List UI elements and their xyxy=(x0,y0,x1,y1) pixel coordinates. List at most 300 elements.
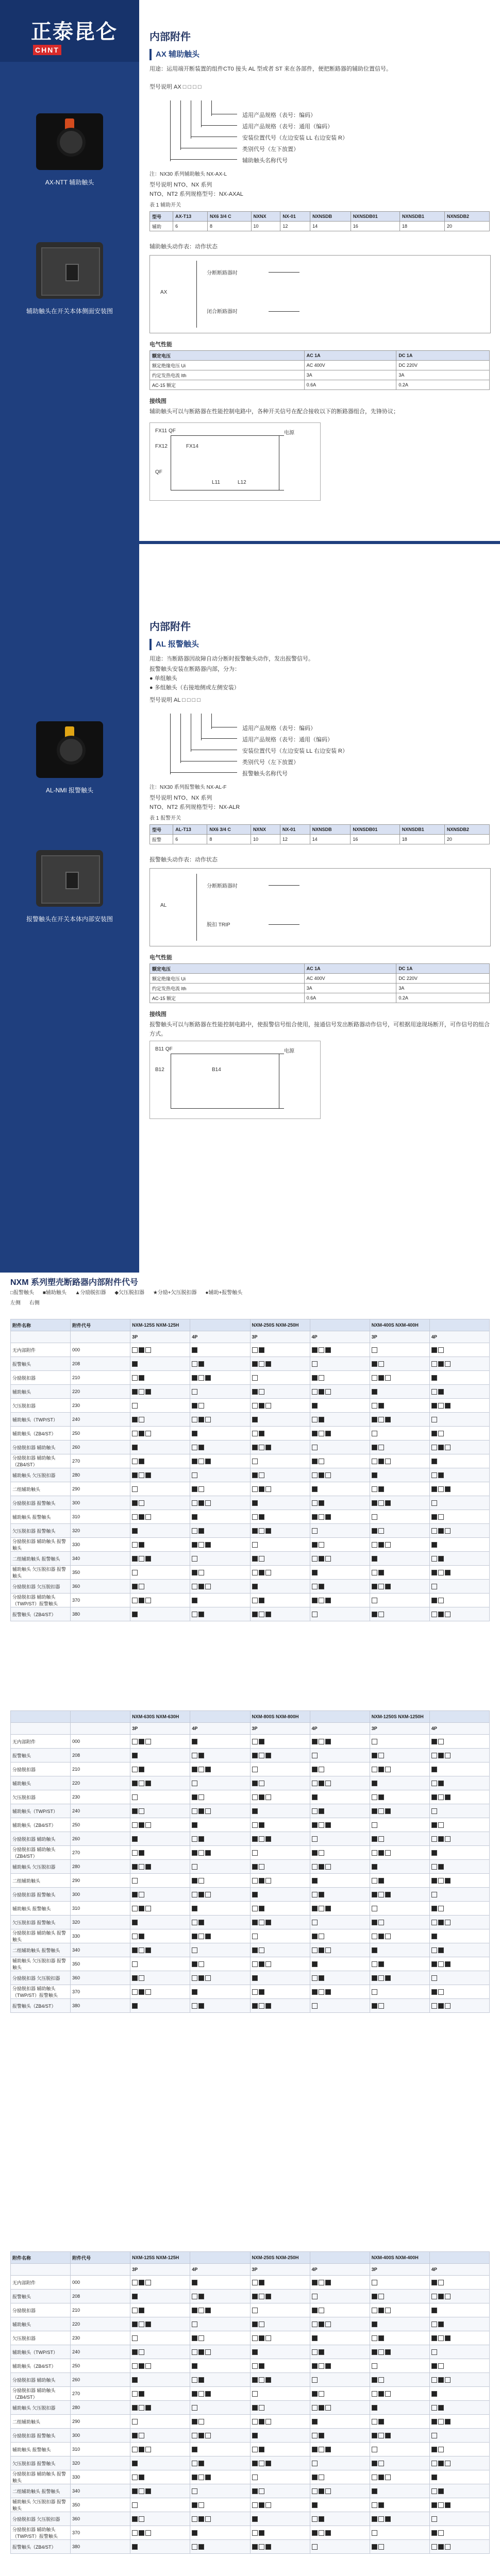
table-cell: 辅助触头（ZB4/ST） xyxy=(11,1427,71,1440)
accessory-marker-icon xyxy=(259,1486,264,1492)
accessory-marker-icon xyxy=(438,1486,444,1492)
accessory-marker-icon xyxy=(312,1920,318,1925)
table-cell: 220 xyxy=(71,1776,130,1790)
accessory-marker-icon xyxy=(139,1584,144,1589)
accessory-marker-icon xyxy=(319,1584,324,1589)
table-cell: 分励脱扣器 辅助触头 报警触头 xyxy=(11,1929,71,1943)
table-cell xyxy=(310,1454,370,1468)
table-row xyxy=(11,2331,490,2345)
table-cell xyxy=(429,1343,489,1357)
table-cell: 辅助触头 欠压脱扣器 xyxy=(11,1468,71,1482)
accessory-marker-icon xyxy=(192,1739,197,1744)
accessory-marker-icon xyxy=(132,2280,138,2285)
accessory-marker-icon xyxy=(445,1920,451,1925)
wiring-diagram xyxy=(149,422,321,501)
table-cell: 290 xyxy=(71,2415,130,2429)
accessory-marker-icon xyxy=(139,2280,144,2285)
accessory-marker-icon xyxy=(198,2544,204,2550)
table-cell xyxy=(370,2540,429,2554)
table-cell xyxy=(130,2540,190,2554)
accessory-marker-icon xyxy=(431,2530,437,2536)
accessory-marker-icon xyxy=(198,2308,204,2313)
accessory-marker-icon xyxy=(431,1570,437,1575)
accessory-marker-icon xyxy=(319,1892,324,1897)
table-cell: 270 xyxy=(71,1846,130,1860)
table-cell xyxy=(250,1454,310,1468)
accessory-marker-icon xyxy=(372,2321,377,2327)
accessory-marker-icon xyxy=(259,1878,264,1884)
table-cell xyxy=(130,1929,190,1943)
table-cell xyxy=(310,1357,370,1371)
accessory-marker-icon xyxy=(325,1906,331,1911)
table-cell: 280 xyxy=(71,2401,130,2415)
accessory-marker-icon xyxy=(139,2516,144,2522)
accessory-marker-icon xyxy=(372,2530,377,2536)
accessory-marker-icon xyxy=(132,1947,138,1953)
table-cell xyxy=(310,1860,370,1874)
accessory-marker-icon xyxy=(431,1753,437,1758)
accessory-marker-icon xyxy=(372,1459,377,1464)
accessory-marker-icon xyxy=(259,2294,264,2299)
table-cell xyxy=(310,2387,370,2401)
wiring-note: 辅助触头可以与断路器在性能控制电路中，各种开关信号在配合接收以下的断路器组合，先锋协议； xyxy=(149,409,399,415)
table-cell xyxy=(429,1510,489,1524)
accessory-marker-icon xyxy=(192,1500,197,1506)
table-cell xyxy=(130,2387,190,2401)
accessory-marker-icon xyxy=(132,1389,138,1395)
table-cell xyxy=(429,2484,489,2498)
accessory-marker-icon xyxy=(259,1781,264,1786)
table-cell xyxy=(250,1552,310,1566)
table-cell xyxy=(190,1804,250,1818)
accessory-marker-icon xyxy=(252,2321,258,2327)
table-cell xyxy=(310,1552,370,1566)
legend-item: ●辅助+报警触头 xyxy=(205,1290,243,1296)
table-cell xyxy=(310,1776,370,1790)
accessory-marker-icon xyxy=(252,2488,258,2494)
accessory-marker-icon xyxy=(312,1739,318,1744)
table-cell xyxy=(250,1427,310,1440)
table-cell xyxy=(250,2359,310,2373)
accessory-marker-icon xyxy=(192,1445,197,1450)
accessory-marker-icon xyxy=(132,1989,138,1995)
section-title: 内部附件 xyxy=(149,31,191,43)
accessory-marker-icon xyxy=(319,1934,324,1939)
accessory-marker-icon xyxy=(192,1781,197,1786)
table-cell xyxy=(250,2498,310,2512)
table-cell: 辅助触头 xyxy=(11,1385,71,1399)
accessory-marker-icon xyxy=(312,1431,318,1436)
table-cell: 208 xyxy=(71,1357,130,1371)
spec-line: NTO、NT2 系列规格型号：NX-AXAL xyxy=(149,191,243,197)
accessory-marker-icon xyxy=(132,2488,138,2494)
table-cell xyxy=(130,1790,190,1804)
table-cell: 分励脱扣器 辅助触头 xyxy=(11,1832,71,1846)
accessory-marker-icon xyxy=(132,1584,138,1589)
table-cell xyxy=(370,1790,429,1804)
accessory-marker-icon xyxy=(372,1445,377,1450)
table-cell: 4P xyxy=(429,2264,489,2276)
accessory-marker-icon xyxy=(319,1808,324,1814)
accessory-marker-icon xyxy=(319,1864,324,1870)
accessory-marker-icon xyxy=(252,1598,258,1603)
legend-item: □报警触头 xyxy=(10,1290,35,1296)
accessory-marker-icon xyxy=(445,1961,451,1967)
table-cell xyxy=(250,2540,310,2554)
spec-line: NTO、NT2 系列规格型号：NX-ALR xyxy=(149,804,240,810)
table-row xyxy=(11,2512,490,2526)
accessory-marker-icon xyxy=(192,2447,197,2452)
accessory-marker-icon xyxy=(259,1739,264,1744)
table-row xyxy=(11,1749,490,1762)
bullet-text: ● 单组触头 xyxy=(149,675,177,682)
wiring-label: B12 xyxy=(155,1067,164,1073)
table-row xyxy=(11,2345,490,2359)
accessory-marker-icon xyxy=(205,1975,211,1981)
accessory-marker-icon xyxy=(431,2363,437,2369)
table-cell xyxy=(429,1902,489,1916)
accessory-marker-icon xyxy=(192,1514,197,1520)
accessory-marker-icon xyxy=(198,1850,204,1856)
accessory-marker-icon xyxy=(319,1781,324,1786)
table-cell: 辅助触头（TWP/ST） xyxy=(11,1804,71,1818)
accessory-marker-icon xyxy=(252,1486,258,1492)
table-cell xyxy=(190,1846,250,1860)
table-cell: 4P xyxy=(310,1723,370,1735)
table-cell: 370 xyxy=(71,2526,130,2540)
table-cell xyxy=(370,2526,429,2540)
accessory-marker-icon xyxy=(145,2488,151,2494)
table-cell xyxy=(190,1482,250,1496)
accessory-marker-icon xyxy=(372,1850,377,1856)
accessory-marker-icon xyxy=(385,1500,391,1506)
table-cell: 3P xyxy=(250,2264,310,2276)
table-cell xyxy=(130,1343,190,1357)
table-cell: 240 xyxy=(71,1804,130,1818)
table-cell xyxy=(250,1999,310,2013)
accessory-marker-icon xyxy=(438,1389,444,1395)
wiring-label: FX12 xyxy=(155,444,168,449)
table-row xyxy=(11,1902,490,1916)
accessory-marker-icon xyxy=(312,1808,318,1814)
table-cell xyxy=(190,1440,250,1454)
spec-line: 型号说明 NTO、NX 系列 xyxy=(149,795,212,801)
table-row xyxy=(11,1929,490,1943)
accessory-marker-icon xyxy=(192,1389,197,1395)
accessory-marker-icon xyxy=(431,1361,437,1367)
table-cell xyxy=(130,1776,190,1790)
table-cell xyxy=(250,2512,310,2526)
accessory-marker-icon xyxy=(431,1808,437,1814)
table-cell xyxy=(190,2290,250,2303)
table-cell: 330 xyxy=(71,1538,130,1552)
table-cell xyxy=(370,2512,429,2526)
wiring-title: 接线图 xyxy=(149,1011,166,1018)
table-cell xyxy=(370,2415,429,2429)
table-cell xyxy=(370,1999,429,2013)
table-cell xyxy=(310,1762,370,1776)
table-cell xyxy=(370,1971,429,1985)
table-cell xyxy=(250,2443,310,2456)
accessory-marker-icon xyxy=(198,1878,204,1884)
table-cell xyxy=(429,1804,489,1818)
product-image-breaker xyxy=(36,242,103,299)
intro-text: 用途：运用端开断装置的组件CT0 接头 AL 型或者 ST 来在各部件，便把断路器的辅助位置信号。 xyxy=(149,66,392,72)
accessory-marker-icon xyxy=(312,1947,318,1953)
table-cell xyxy=(190,1607,250,1621)
table-cell xyxy=(429,1594,489,1607)
accessory-marker-icon xyxy=(372,2003,377,2009)
accessory-marker-icon xyxy=(132,2475,138,2480)
table-cell xyxy=(310,1440,370,1454)
accessory-marker-icon xyxy=(205,1767,211,1772)
accessory-marker-icon xyxy=(438,1920,444,1925)
accessory-marker-icon xyxy=(431,1556,437,1562)
model-line: 型号说明 AX □ □ □ □ xyxy=(149,84,202,90)
accessory-marker-icon xyxy=(132,1739,138,1744)
table-cell: 208 xyxy=(71,2290,130,2303)
table-cell xyxy=(310,1399,370,1413)
table-row xyxy=(11,1985,490,1999)
accessory-marker-icon xyxy=(198,2516,204,2522)
table-cell: 二组辅助触头 报警触头 xyxy=(11,1943,71,1957)
accessory-marker-icon xyxy=(431,2447,437,2452)
accessory-marker-icon xyxy=(372,1347,377,1353)
table-cell xyxy=(190,1999,250,2013)
table-cell xyxy=(429,1832,489,1846)
accessory-marker-icon xyxy=(192,1864,197,1870)
accessory-marker-icon xyxy=(265,1528,271,1534)
accessory-marker-icon xyxy=(325,2363,331,2369)
accessory-marker-icon xyxy=(252,1542,258,1548)
accessory-marker-icon xyxy=(431,1739,437,1744)
accessory-marker-icon xyxy=(198,2377,204,2383)
accessory-marker-icon xyxy=(259,1431,264,1436)
accessory-marker-icon xyxy=(259,2003,264,2009)
accessory-marker-icon xyxy=(438,2544,444,2550)
table-cell: 330 xyxy=(71,2470,130,2484)
accessory-marker-icon xyxy=(192,2461,197,2466)
table-cell xyxy=(250,2276,310,2290)
accessory-marker-icon xyxy=(438,2363,444,2369)
table-cell xyxy=(130,1385,190,1399)
accessory-marker-icon xyxy=(372,2544,377,2550)
accessory-marker-icon xyxy=(372,1822,377,1828)
accessory-marker-icon xyxy=(132,2405,138,2411)
accessory-marker-icon xyxy=(198,1417,204,1422)
accessory-marker-icon xyxy=(252,2530,258,2536)
table-cell xyxy=(429,1916,489,1929)
accessory-marker-icon xyxy=(139,1850,144,1856)
table-cell: 340 xyxy=(71,1552,130,1566)
table-cell: NXM-125S NXM-125H xyxy=(130,1319,190,1331)
table-cell xyxy=(190,1524,250,1538)
product-image-breaker xyxy=(36,850,103,907)
table-cell xyxy=(429,1413,489,1427)
table-cell xyxy=(370,1832,429,1846)
table-cell xyxy=(370,2401,429,2415)
accessory-marker-icon xyxy=(145,1739,151,1744)
accessory-marker-icon xyxy=(431,1403,437,1409)
accessory-marker-icon xyxy=(252,1500,258,1506)
accessory-marker-icon xyxy=(378,1528,384,1534)
accessory-marker-icon xyxy=(372,2447,377,2452)
table-cell xyxy=(250,1985,310,1999)
table-cell: 辅助触头 欠压脱扣器 报警触头 xyxy=(11,1957,71,1971)
table-cell xyxy=(250,2415,310,2429)
accessory-marker-icon xyxy=(445,1570,451,1575)
accessory-marker-icon xyxy=(205,2349,211,2355)
table-caption: 表 1 辅助开关 xyxy=(149,202,181,208)
table-cell: 270 xyxy=(71,1454,130,1468)
accessory-marker-icon xyxy=(265,2502,271,2508)
accessory-marker-icon xyxy=(192,1850,197,1856)
accessory-marker-icon xyxy=(145,1989,151,1995)
accessory-marker-icon xyxy=(312,2335,318,2341)
table-cell xyxy=(429,2317,489,2331)
table-cell xyxy=(71,1331,130,1343)
accessory-marker-icon xyxy=(139,1822,144,1828)
table-cell: 3P xyxy=(130,2264,190,2276)
accessory-marker-icon xyxy=(431,2405,437,2411)
accessory-marker-icon xyxy=(431,2294,437,2299)
table-row: AC-15 额定 0.6A 0.2A xyxy=(150,380,490,390)
accessory-marker-icon xyxy=(312,2488,318,2494)
accessory-marker-icon xyxy=(378,1417,384,1422)
accessory-marker-icon xyxy=(132,2447,138,2452)
table-cell: 330 xyxy=(71,1929,130,1943)
accessory-marker-icon xyxy=(139,2349,144,2355)
accessory-marker-icon xyxy=(139,2405,144,2411)
accessory-marker-icon xyxy=(192,2363,197,2369)
accessory-marker-icon xyxy=(445,1486,451,1492)
accessory-marker-icon xyxy=(198,2294,204,2299)
table-cell xyxy=(250,1594,310,1607)
accessory-marker-icon xyxy=(319,2516,324,2522)
table-cell xyxy=(130,1818,190,1832)
table-cell: 230 xyxy=(71,1399,130,1413)
accessory-marker-icon xyxy=(385,2475,391,2480)
accessory-marker-icon xyxy=(139,2475,144,2480)
accessory-marker-icon xyxy=(192,1598,197,1603)
accessory-marker-icon xyxy=(325,1739,331,1744)
table-cell xyxy=(310,1482,370,1496)
accessory-marker-icon xyxy=(431,1850,437,1856)
wiring-diagram xyxy=(149,1041,321,1119)
accessory-marker-icon xyxy=(132,2321,138,2327)
accessory-marker-icon xyxy=(252,2461,258,2466)
table-cell xyxy=(190,1735,250,1749)
accessory-marker-icon xyxy=(205,1500,211,1506)
table-cell: NXM-630S NXM-630H xyxy=(130,1711,190,1723)
table-row xyxy=(11,1427,490,1440)
accessory-marker-icon xyxy=(252,2502,258,2508)
accessory-marker-icon xyxy=(198,1920,204,1925)
table-cell xyxy=(310,1343,370,1357)
accessory-marker-icon xyxy=(385,1767,391,1772)
table-row xyxy=(11,1790,490,1804)
accessory-marker-icon xyxy=(252,2377,258,2383)
table-cell xyxy=(130,1580,190,1594)
table-cell xyxy=(130,1985,190,1999)
accessory-marker-icon xyxy=(319,1947,324,1953)
accessory-marker-icon xyxy=(265,2294,271,2299)
table-cell xyxy=(190,1413,250,1427)
accessory-marker-icon xyxy=(132,1781,138,1786)
table-cell xyxy=(310,2484,370,2498)
table-cell xyxy=(250,1749,310,1762)
table-cell xyxy=(130,2401,190,2415)
accessory-marker-icon xyxy=(139,2391,144,2397)
table-cell: NXM-400S NXM-400H xyxy=(370,2252,429,2264)
table-cell xyxy=(370,1538,429,1552)
accessory-marker-icon xyxy=(378,1961,384,1967)
accessory-marker-icon xyxy=(259,1556,264,1562)
table-row xyxy=(11,1440,490,1454)
diagram-label: 分断断路器时 xyxy=(207,270,238,276)
accessory-marker-icon xyxy=(132,2294,138,2299)
table-cell xyxy=(130,1902,190,1916)
accessory-marker-icon xyxy=(385,2308,391,2313)
accessory-marker-icon xyxy=(198,2475,204,2480)
table-row xyxy=(11,1538,490,1552)
callout-label: 报警触头名称代号 xyxy=(242,771,288,777)
table-cell xyxy=(429,1749,489,1762)
product-caption: AL-NMI 报警触头 xyxy=(45,787,93,794)
table-cell: 报警触头 xyxy=(11,1357,71,1371)
table-cell xyxy=(310,2470,370,2484)
table-cell: 分励脱扣器 报警触头 xyxy=(11,2429,71,2443)
accessory-marker-icon xyxy=(192,1472,197,1478)
accessory-marker-icon xyxy=(139,1375,144,1381)
accessory-marker-icon xyxy=(312,2363,318,2369)
accessory-marker-icon xyxy=(431,2488,437,2494)
table-cell xyxy=(130,1804,190,1818)
table-row xyxy=(11,1580,490,1594)
table-cell xyxy=(250,1440,310,1454)
accessory-marker-icon xyxy=(372,1864,377,1870)
accessory-marker-icon xyxy=(205,1375,211,1381)
callout-label: 适用产品规格（表号：通用（编码） xyxy=(242,737,333,743)
accessory-marker-icon xyxy=(132,1459,138,1464)
table-cell xyxy=(250,1399,310,1413)
accessory-marker-icon xyxy=(319,2433,324,2438)
table-cell: 4P xyxy=(310,2264,370,2276)
accessory-marker-icon xyxy=(431,1822,437,1828)
table-cell xyxy=(310,1999,370,2013)
accessory-marker-icon xyxy=(372,1389,377,1395)
table-cell xyxy=(370,1357,429,1371)
table-cell: 340 xyxy=(71,2484,130,2498)
accessory-marker-icon xyxy=(445,2419,451,2425)
accessory-marker-icon xyxy=(438,1598,444,1603)
accessory-marker-icon xyxy=(438,2335,444,2341)
table-cell xyxy=(310,1902,370,1916)
table-cell: 310 xyxy=(71,1510,130,1524)
accessory-marker-icon xyxy=(378,2419,384,2425)
table-cell xyxy=(250,2401,310,2415)
accessory-marker-icon xyxy=(192,1794,197,1800)
table-cell xyxy=(370,1399,429,1413)
sidebar xyxy=(0,0,139,1273)
table-cell: 无内部附件 xyxy=(11,2276,71,2290)
table-cell xyxy=(250,2331,310,2345)
accessory-marker-icon xyxy=(325,1472,331,1478)
accessory-marker-icon xyxy=(378,2377,384,2383)
accessory-marker-icon xyxy=(139,1598,144,1603)
table-cell: 附件名称 xyxy=(11,2252,71,2264)
table-cell xyxy=(130,1413,190,1427)
